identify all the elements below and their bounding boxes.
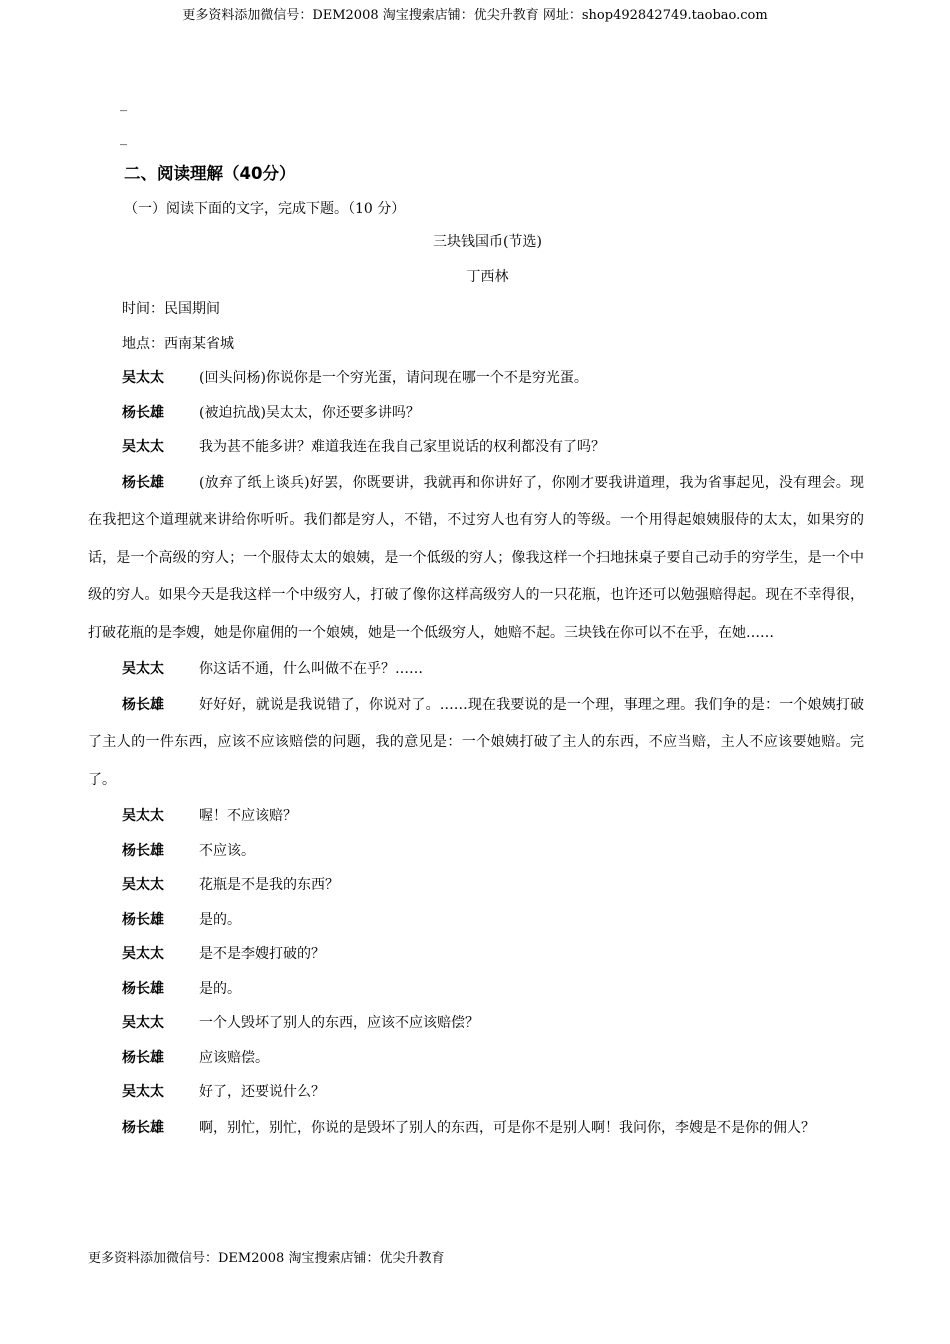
speaker: 吴太太 bbox=[122, 370, 164, 386]
speaker: 杨长雄 bbox=[122, 980, 164, 997]
page-header: 更多资料添加微信号：DEM2008 淘宝搜索店铺：优尖升教育 网址：shop492842749.taobao.com bbox=[182, 8, 768, 23]
speech: 好好好，就说是我说错了，你说对了。……现在我要说的是一个理，事理之理。我们争的是：一个娘姨打破了主人的一件东西，应该不应该赔偿的问题，我的意见是：一个娘姨打破了主人的东西，不应当赔，主人不应该要她赔。完了。 bbox=[88, 696, 864, 788]
speech: 是的。 bbox=[199, 980, 241, 997]
speaker: 杨长雄 bbox=[122, 1049, 164, 1066]
speech: 你这话不通，什么叫做不在乎？…… bbox=[199, 661, 423, 677]
speech: 我为甚不能多讲？难道我连在我自己家里说话的权利都没有了吗？ bbox=[199, 439, 605, 455]
dialogue-line bbox=[88, 1006, 864, 1041]
speech: 应该赔偿。 bbox=[199, 1049, 269, 1066]
dialogue-line bbox=[88, 1041, 864, 1076]
dialogue-paragraph bbox=[88, 687, 864, 800]
speaker: 杨长雄 bbox=[122, 404, 164, 421]
speech: 是的。 bbox=[199, 911, 241, 928]
dialogue-line bbox=[88, 903, 864, 938]
speech: 好了，还要说什么？ bbox=[199, 1084, 325, 1100]
dialogue-paragraph bbox=[88, 465, 864, 653]
dialogue-line bbox=[88, 1075, 864, 1110]
speech: 一个人毁坏了别人的东西，应该不应该赔偿？ bbox=[199, 1015, 479, 1031]
passage-title: 三块钱国币(节选) bbox=[433, 234, 542, 250]
dialogue-line bbox=[88, 834, 864, 869]
blank-line-2: _ bbox=[120, 130, 127, 146]
speech: 不应该。 bbox=[199, 842, 255, 859]
speaker: 吴太太 bbox=[122, 1015, 164, 1031]
speaker: 杨长雄 bbox=[122, 842, 164, 859]
dialogue-line bbox=[88, 972, 864, 1007]
section-title: 二、阅读理解（40分） bbox=[124, 164, 296, 183]
speaker: 吴太太 bbox=[122, 661, 164, 677]
time-line: 时间：民国期间 bbox=[122, 301, 220, 317]
speaker: 吴太太 bbox=[122, 439, 164, 455]
speaker: 杨长雄 bbox=[122, 696, 164, 713]
passage-body bbox=[88, 292, 864, 1147]
dialogue-paragraph bbox=[88, 1110, 864, 1148]
page-footer: 更多资料添加微信号：DEM2008 淘宝搜索店铺：优尖升教育 bbox=[88, 1251, 445, 1266]
speaker: 杨长雄 bbox=[122, 911, 164, 928]
dialogue-line bbox=[88, 361, 864, 396]
dialogue-line bbox=[88, 652, 864, 687]
dialogue-line bbox=[88, 799, 864, 834]
speaker: 吴太太 bbox=[122, 808, 164, 824]
speech: 啊，别忙，别忙，你说的是毁坏了别人的东西，可是你不是别人啊！我问你，李嫂是不是你的佣人？ bbox=[199, 1119, 815, 1136]
speaker: 吴太太 bbox=[122, 877, 164, 893]
speech: (放弃了纸上谈兵)好罢，你既要讲，我就再和你讲好了，你刚才要我讲道理，我为省事起见，没有理会。现在我把这个道理就来讲给你听听。我们都是穷人，不错，不过穷人也有穷人的等级。一个用得起娘姨服侍的太太，如果穷的话，是一个高级的穷人；一个服侍太太的娘姨，是一个低级的穷人；像我这样一个扫地抹桌子要自己动手的穷学生，是一个中级的穷人。如果今天是我这样一个中级穷人，打破了像你这样高级穷人的一只花瓶，也许还可以勉强赔得起。现在不幸得很，打破花瓶的是李嫂，她是你雇佣的一个娘姨，她是一个低级穷人，她赔不起。三块钱在你可以不在乎，在她…… bbox=[88, 474, 864, 641]
dialogue-line bbox=[88, 396, 864, 431]
place-line: 地点：西南某省城 bbox=[122, 335, 234, 352]
speaker: 吴太太 bbox=[122, 1084, 164, 1100]
speaker: 杨长雄 bbox=[122, 1119, 164, 1136]
dialogue-line bbox=[88, 430, 864, 465]
speaker: 吴太太 bbox=[122, 946, 164, 962]
dialogue-line bbox=[88, 937, 864, 972]
speech: (被迫抗战)吴太太，你还要多讲吗？ bbox=[199, 404, 420, 421]
blank-line-1: _ bbox=[120, 96, 127, 112]
passage-author: 丁西林 bbox=[466, 269, 509, 285]
dialogue-line bbox=[88, 868, 864, 903]
speech: 花瓶是不是我的东西？ bbox=[199, 877, 339, 893]
speech: 是不是李嫂打破的？ bbox=[199, 946, 325, 962]
question-instruction: （一）阅读下面的文字，完成下题。（10 分） bbox=[124, 201, 406, 217]
speaker: 杨长雄 bbox=[122, 474, 164, 491]
speech: 喔！不应该赔？ bbox=[199, 808, 297, 824]
speech: (回头问杨)你说你是一个穷光蛋，请问现在哪一个不是穷光蛋。 bbox=[199, 370, 588, 386]
